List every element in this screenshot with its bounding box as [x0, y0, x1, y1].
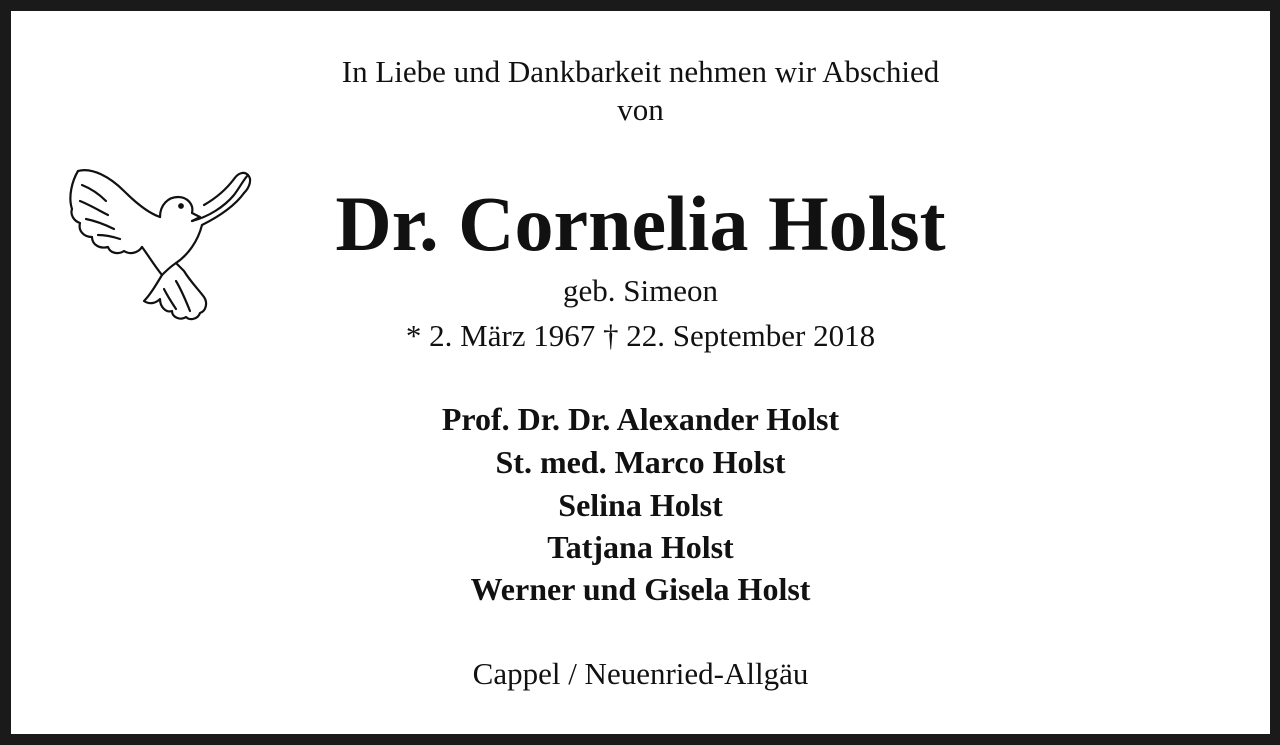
maiden-name: geb. Simeon [563, 273, 718, 308]
deceased-name: Dr. Cornelia Holst [335, 180, 946, 267]
life-dates: * 2. März 1967 † 22. September 2018 [405, 318, 876, 353]
intro-line-1: In Liebe und Dankbarkeit nehmen wir Abschied [341, 54, 940, 89]
intro-line-2: von [617, 92, 664, 127]
place-line: Cappel / Neuenried-Allgäu [472, 656, 809, 691]
mourner-3: Selina Holst [558, 487, 723, 523]
mourner-4: Tatjana Holst [547, 529, 734, 565]
mourner-5: Werner und Gisela Holst [470, 571, 811, 607]
mourner-2: St. med. Marco Holst [495, 444, 786, 480]
mourner-1: Prof. Dr. Dr. Alexander Holst [441, 401, 840, 437]
